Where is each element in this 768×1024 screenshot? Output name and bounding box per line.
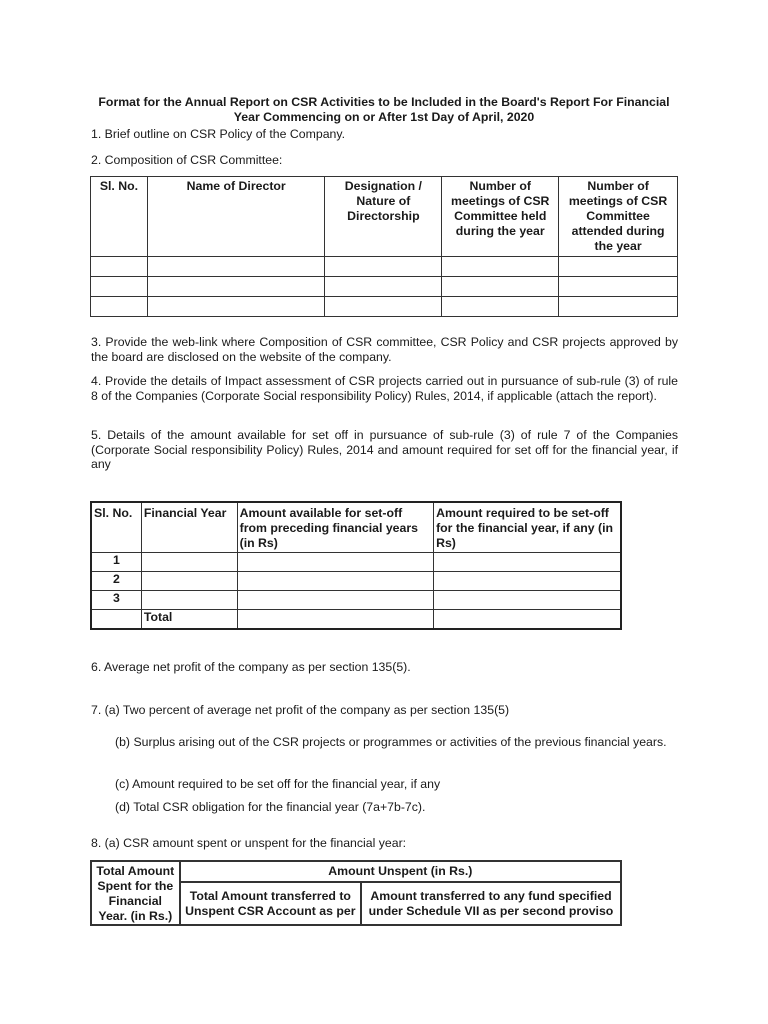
- table-cell: [147, 257, 325, 277]
- table-cell: [141, 572, 237, 591]
- table-cell: [237, 572, 433, 591]
- table-cell: [325, 277, 442, 297]
- total-label: Total: [141, 610, 237, 630]
- header-name-of-director: Name of Director: [147, 177, 325, 257]
- table-cell: [325, 297, 442, 317]
- table-header-row: [91, 502, 621, 553]
- item-7b: (b) Surplus arising out of the CSR projects or programmes or activities of the previous financial years.: [115, 735, 667, 749]
- table-cell: [559, 297, 678, 317]
- item-8a: 8. (a) CSR amount spent or unspent for the financial year:: [91, 836, 407, 850]
- item-2: 2. Composition of CSR Committee:: [91, 153, 283, 167]
- table-cell: [442, 277, 559, 297]
- table-row: [91, 297, 678, 317]
- table-cell: [559, 257, 678, 277]
- table-row: [91, 277, 678, 297]
- table-row: [91, 553, 621, 572]
- header-sl-no: Sl. No.: [91, 502, 141, 553]
- table-cell: [434, 553, 621, 572]
- header-amount-available: Amount available for set-off from preceding financial years (in Rs): [237, 502, 433, 553]
- table-cell: [91, 610, 141, 630]
- table-cell: [559, 277, 678, 297]
- header-amount-required: Amount required to be set-off for the financial year, if any (in Rs): [434, 502, 621, 553]
- csr-committee-table: [90, 176, 678, 317]
- header-total-amount-spent: Total Amount Spent for the Financial Year. (in Rs.): [91, 861, 180, 925]
- item-7a: 7. (a) Two percent of average net profit of the company as per section 135(5): [91, 703, 510, 717]
- document-title: [88, 95, 680, 125]
- item-6: 6. Average net profit of the company as per section 135(5).: [91, 660, 411, 674]
- item-3: 3. Provide the web-link where Composition of CSR committee, CSR Policy and CSR projects approved by the board are disclosed on the website of the company.: [91, 335, 678, 364]
- total-row: [91, 610, 621, 630]
- item-1: 1. Brief outline on CSR Policy of the Company.: [91, 127, 346, 141]
- table-cell: [237, 610, 433, 630]
- table-header-row: [91, 177, 678, 257]
- row-number: 1: [91, 553, 141, 572]
- row-number: 2: [91, 572, 141, 591]
- table-cell: [442, 297, 559, 317]
- table-header-row: [91, 861, 621, 882]
- item-7d: (d) Total CSR obligation for the financial year (7a+7b-7c).: [115, 800, 426, 814]
- table-row: [91, 591, 621, 610]
- header-sl-no: Sl. No.: [91, 177, 148, 257]
- table-cell: [91, 297, 148, 317]
- item-7c: (c) Amount required to be set off for the financial year, if any: [115, 777, 441, 791]
- header-transferred-unspent-account: Total Amount transferred to Unspent CSR Account as per: [180, 882, 361, 925]
- table-cell: [91, 257, 148, 277]
- set-off-table: [90, 501, 622, 630]
- table-row: [91, 572, 621, 591]
- table-cell: [147, 277, 325, 297]
- title-line-2: Year Commencing on or After 1st Day of April, 2020: [233, 110, 535, 124]
- table-cell: [434, 572, 621, 591]
- item-4: 4. Provide the details of Impact assessment of CSR projects carried out in pursuance of sub-rule (3) of rule 8 of the Companies (Corporate Social responsibility Policy) Rules, 2014, if applicable (attach the report).: [91, 374, 678, 403]
- item-5: 5. Details of the amount available for set off in pursuance of sub-rule (3) of rule 7 of the Companies (Corporate Social responsibility Policy) Rules, 2014 and amount required for set off for the financial year, if any: [91, 428, 678, 471]
- table-cell: [434, 591, 621, 610]
- table-cell: [442, 257, 559, 277]
- table-cell: [141, 591, 237, 610]
- table-cell: [147, 297, 325, 317]
- table-row: [91, 257, 678, 277]
- title-line-1: Format for the Annual Report on CSR Activities to be Included in the Board's Report For Financial: [98, 95, 670, 109]
- table-cell: [141, 553, 237, 572]
- table-cell: [434, 610, 621, 630]
- table-cell: [91, 277, 148, 297]
- table-cell: [237, 591, 433, 610]
- csr-spent-table: [90, 860, 622, 926]
- table-cell: [325, 257, 442, 277]
- header-transferred-schedule-vii: Amount transferred to any fund specified under Schedule VII as per second proviso: [361, 882, 621, 925]
- header-amount-unspent: Amount Unspent (in Rs.): [180, 861, 621, 882]
- row-number: 3: [91, 591, 141, 610]
- header-financial-year: Financial Year: [141, 502, 237, 553]
- table-cell: [237, 553, 433, 572]
- header-designation: Designation / Nature of Directorship: [325, 177, 442, 257]
- header-meetings-held: Number of meetings of CSR Committee held during the year: [442, 177, 559, 257]
- header-meetings-attended: Number of meetings of CSR Committee attended during the year: [559, 177, 678, 257]
